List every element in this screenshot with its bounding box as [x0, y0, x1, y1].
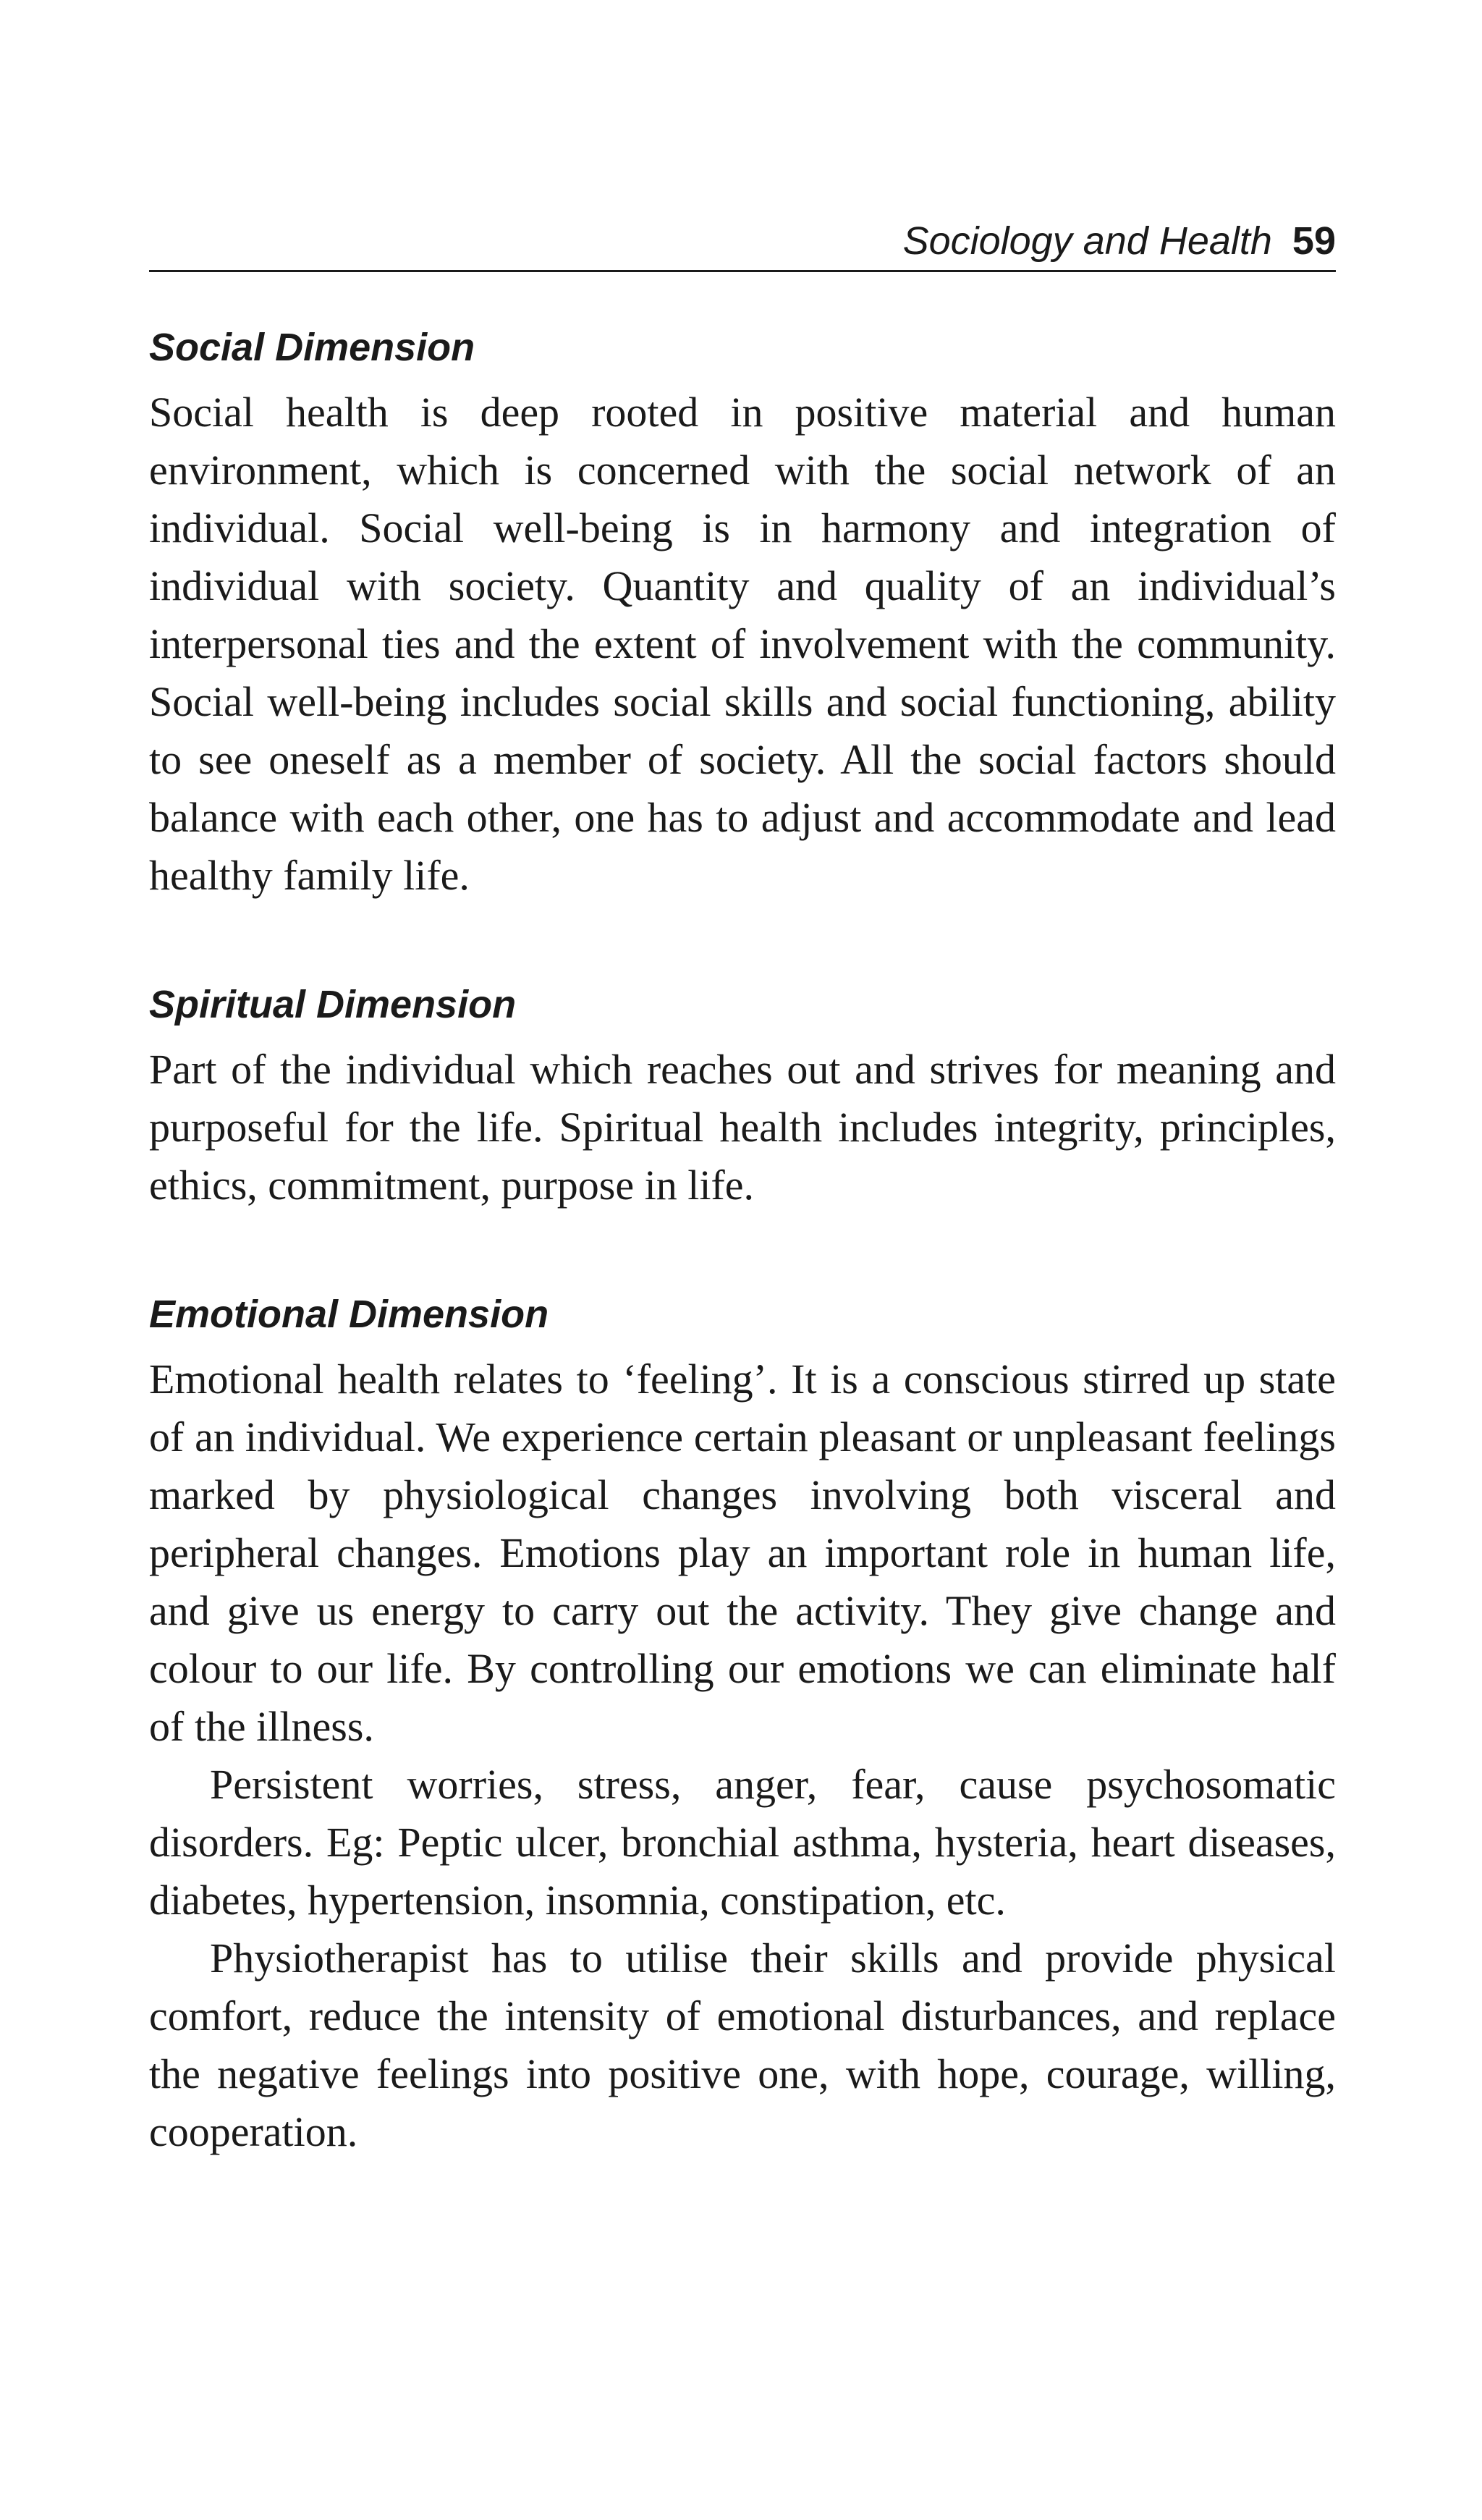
section-social-dimension [149, 318, 1336, 905]
running-head-title: Sociology and Health [902, 219, 1272, 263]
paragraph: Part of the individual which reaches out and strives for meaning and purposeful for the life. Spiritual health includes integrity, principles, ethics, commitment, purpose in life. [149, 1046, 1336, 1209]
section-spiritual-dimension [149, 976, 1336, 1214]
header-rule [149, 270, 1336, 272]
paragraph: Persistent worries, stress, anger, fear, cause psychosomatic disorders. Eg: Peptic ulcer, bronchial asthma, hysteria, heart diseases, diabetes, hypertension, insomnia, constipation, etc. [149, 1761, 1336, 1924]
paragraph: Emotional health relates to ‘feeling’. It is a conscious stirred up state of an individual. We experience certain pleasant or unpleasant feelings marked by physiological changes involving both visceral and peripheral changes. Emotions play an important role in human life, and give us energy to carry out the activity. They give change and colour to our life. By controlling our emotions we can eliminate half of the illness. [149, 1356, 1336, 1750]
section-heading: Social Dimension [149, 326, 475, 369]
section-heading: Emotional Dimension [149, 1293, 549, 1336]
section-heading: Spiritual Dimension [149, 983, 517, 1026]
section-emotional-dimension [149, 1285, 1336, 2161]
paragraph: Social health is deep rooted in positive material and human environment, which is concerned with the social network of an individual. Social well-being is in harmony and integration of individual with society. Quantity and quality of an individual’s interpersonal ties and the extent of involvement with the community. Social well-being includes social skills and social functioning, ability to see oneself as a member of society. All the social factors should balance with each other, one has to adjust and accommodate and lead healthy family life. [149, 389, 1336, 899]
paragraph: Physiotherapist has to utilise their skills and provide physical comfort, reduce the intensity of emotional disturbances, and replace the negative feelings into positive one, with hope, courage, willing, cooperation. [149, 1935, 1336, 2155]
running-head [903, 216, 1336, 266]
page-content [149, 318, 1336, 2161]
page-number: 59 [1292, 219, 1336, 263]
